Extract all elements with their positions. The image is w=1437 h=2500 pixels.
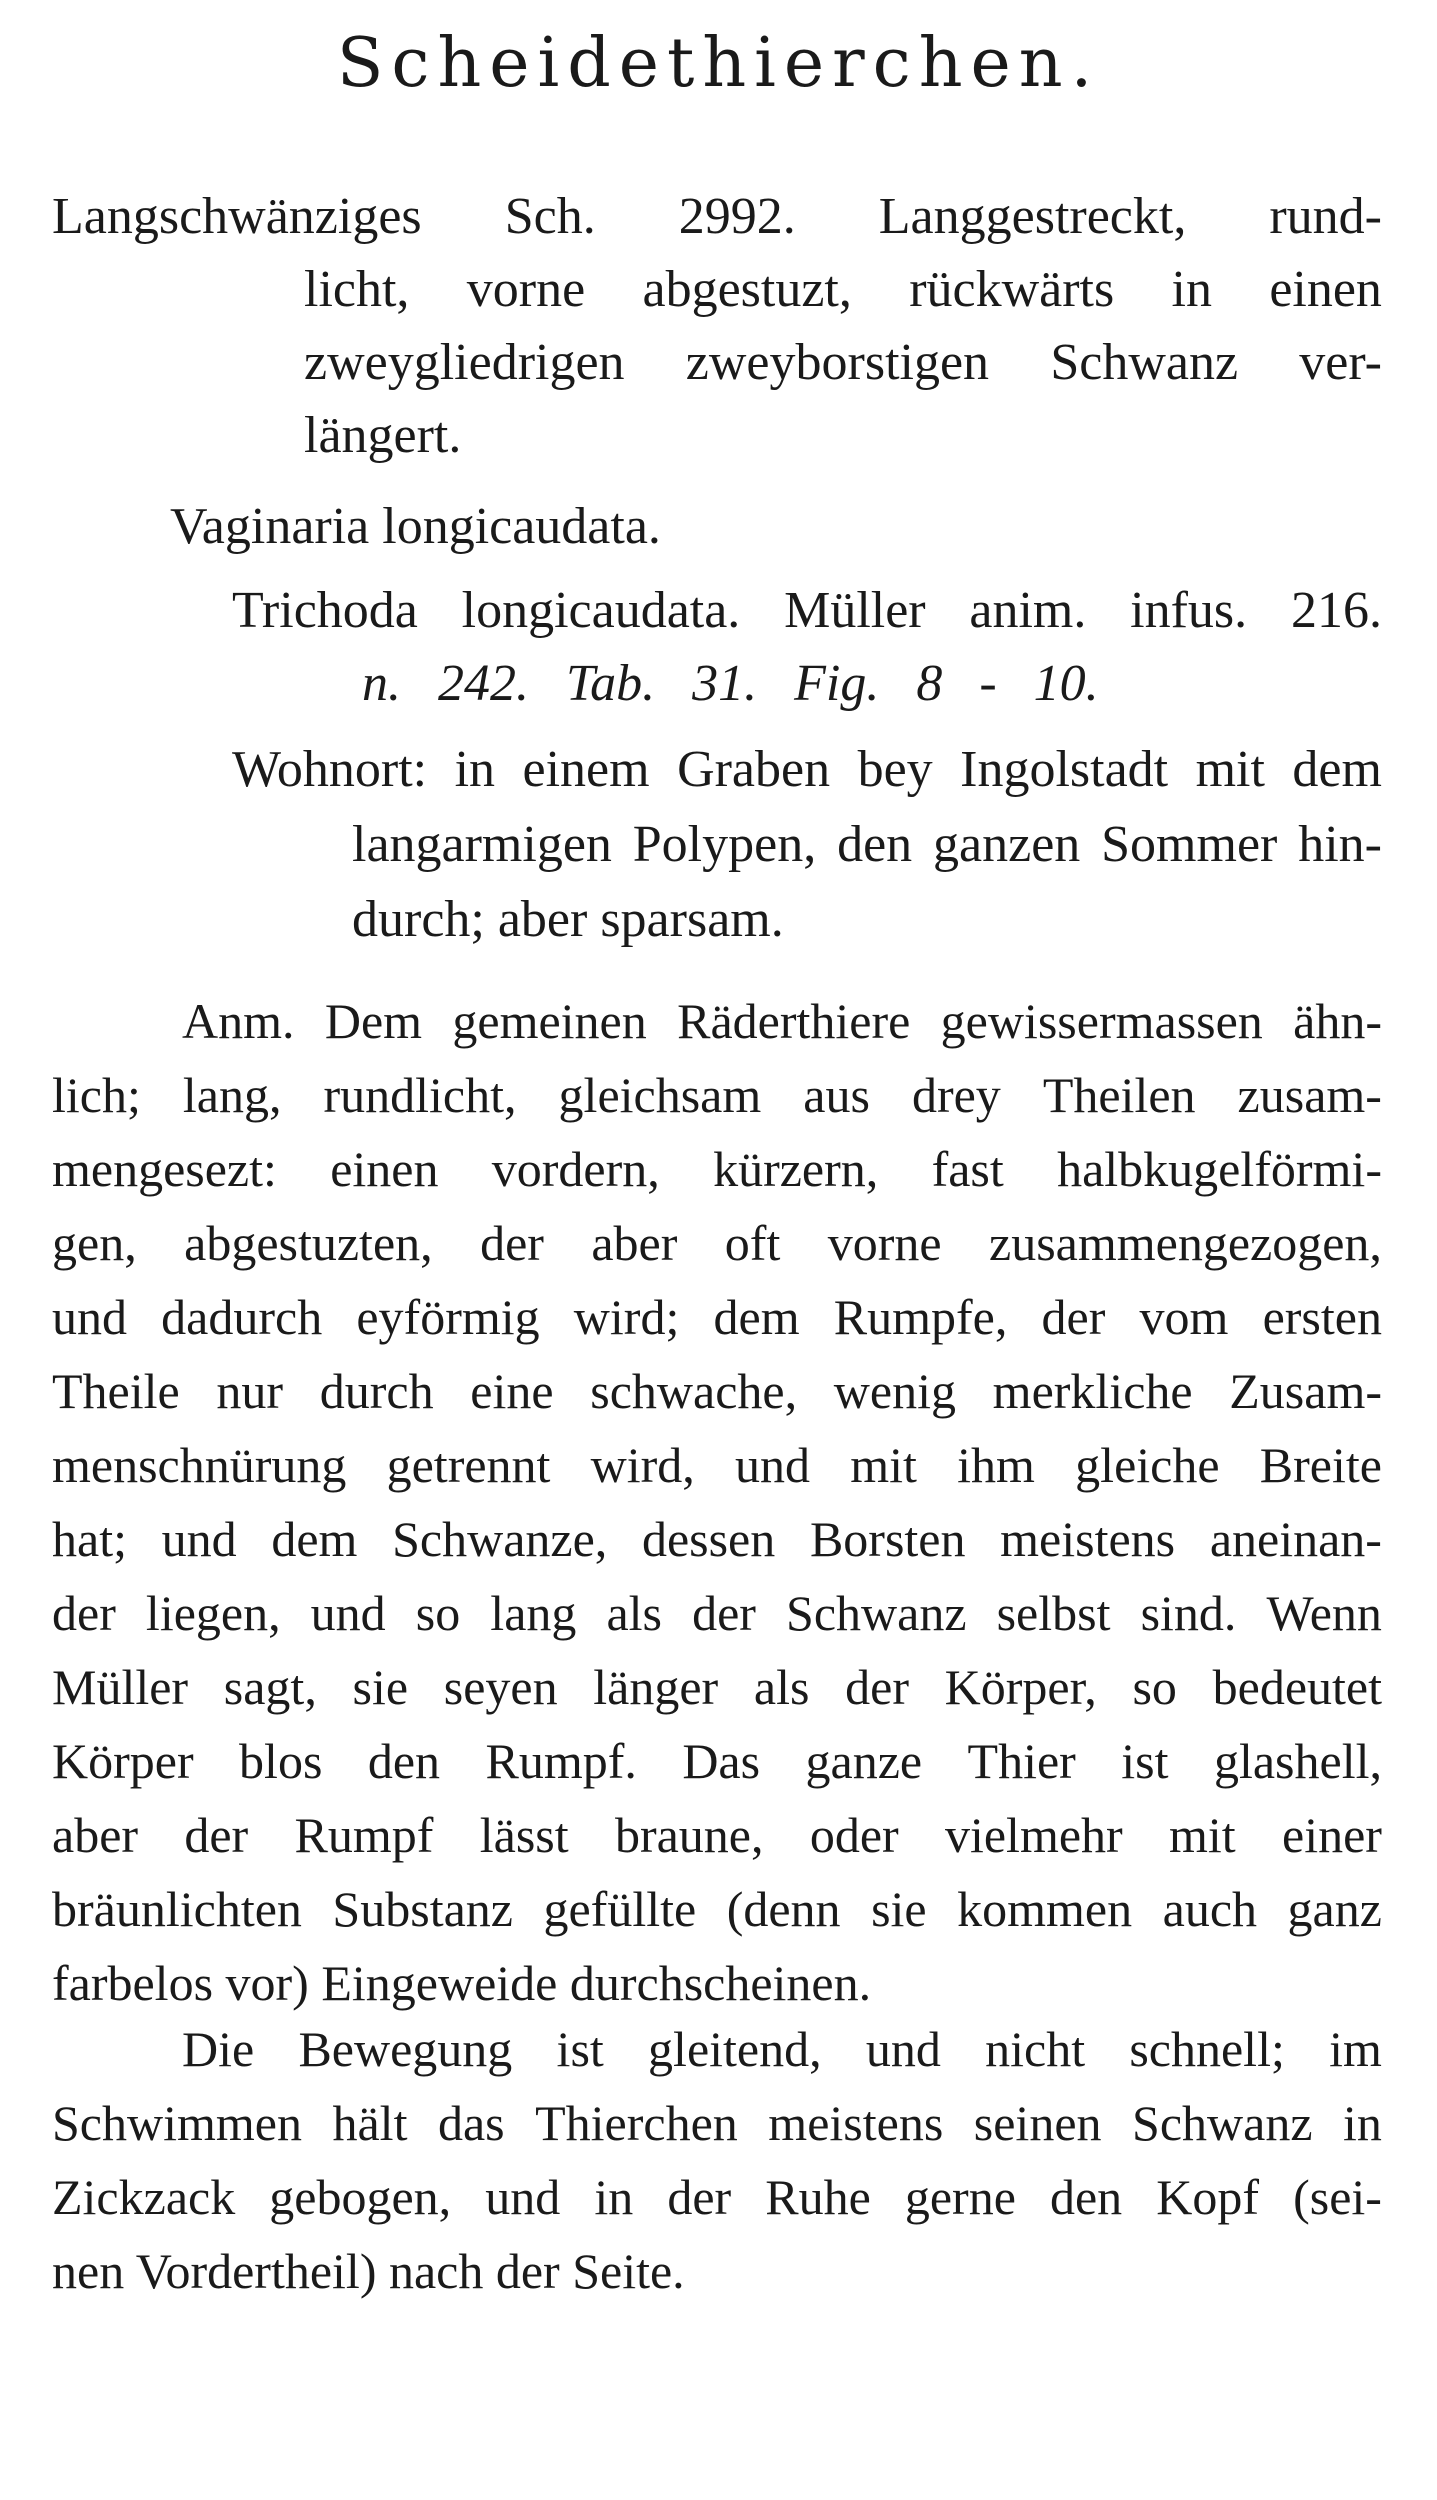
- word: gemeinen: [452, 993, 647, 1049]
- word: licht,: [304, 261, 410, 318]
- word: selbst: [996, 1585, 1111, 1641]
- word: Schwanz: [786, 1585, 967, 1641]
- word: Schwanze,: [392, 1511, 608, 1567]
- word: dadurch: [161, 1289, 323, 1345]
- synonym-line: n. 242. Tab. 31. Fig. 8 - 10.: [362, 655, 1099, 712]
- synonym-line: [232, 574, 1382, 647]
- word: Trichoda: [232, 582, 418, 639]
- word: Theilen: [1042, 1067, 1196, 1123]
- word: gen,: [52, 1215, 137, 1271]
- word: in: [594, 2169, 634, 2225]
- word: dem: [271, 1511, 358, 1567]
- word: im: [1329, 2021, 1382, 2077]
- word: einen: [1269, 261, 1382, 318]
- word: und: [161, 1511, 237, 1567]
- word: den: [367, 1733, 441, 1789]
- word: und: [735, 1437, 811, 1493]
- word: ist: [556, 2021, 604, 2077]
- word: braune,: [614, 1807, 764, 1863]
- species-entry: [52, 180, 1382, 472]
- word: getrennt: [386, 1437, 551, 1493]
- page-heading: Scheidethierchen.: [336, 24, 1101, 103]
- word: rund-: [1269, 188, 1382, 245]
- word: hat;: [52, 1511, 127, 1567]
- word: so: [1132, 1659, 1177, 1715]
- word: eyförmig: [356, 1289, 540, 1345]
- word: in: [454, 741, 496, 798]
- word: Schwanz: [1050, 334, 1239, 391]
- word: gefüllte: [543, 1881, 697, 1937]
- word: der: [52, 1585, 116, 1641]
- word: der: [480, 1215, 544, 1271]
- word: ihm: [957, 1437, 1035, 1493]
- word: der: [845, 1659, 909, 1715]
- word: den: [1049, 2169, 1123, 2225]
- word: Ingolstadt: [960, 741, 1169, 798]
- word: infus.: [1130, 582, 1248, 639]
- word: rundlicht,: [323, 1067, 517, 1123]
- habitat-section: [232, 732, 1382, 957]
- word: blos: [239, 1733, 323, 1789]
- word: vorne: [827, 1215, 942, 1271]
- word: aber: [591, 1215, 678, 1271]
- word: sind.: [1140, 1585, 1237, 1641]
- word: longicaudata.: [461, 582, 741, 639]
- word: Zusam-: [1229, 1363, 1382, 1419]
- motion-line: nen Vordertheil) nach der Seite.: [52, 2243, 685, 2299]
- word: kommen: [957, 1881, 1133, 1937]
- word: ist: [1121, 1733, 1169, 1789]
- note-line: [52, 1650, 1382, 1724]
- word: abgestuzt,: [642, 261, 852, 318]
- word: Bewegung: [298, 2021, 513, 2077]
- word: zusammengezogen,: [989, 1215, 1382, 1271]
- word: halbkugelförmi-: [1057, 1141, 1382, 1197]
- word: aus: [803, 1067, 870, 1123]
- word: Anm.: [182, 993, 295, 1049]
- word: länger: [593, 1659, 719, 1715]
- note-line: [52, 1132, 1382, 1206]
- word: nur: [216, 1363, 284, 1419]
- word: schnell;: [1129, 2021, 1285, 2077]
- word: glashell,: [1213, 1733, 1382, 1789]
- word: der: [184, 1807, 249, 1863]
- word: bey: [857, 741, 933, 798]
- word: Breite: [1259, 1437, 1382, 1493]
- note-line: [52, 1058, 1382, 1132]
- word: als: [606, 1585, 663, 1641]
- word: menschnürung: [52, 1437, 347, 1493]
- word: Das: [682, 1733, 761, 1789]
- word: Theile: [52, 1363, 180, 1419]
- word: lässt: [479, 1807, 569, 1863]
- word: schwache,: [590, 1363, 798, 1419]
- word: Ruhe: [765, 2169, 871, 2225]
- word: der: [692, 1585, 756, 1641]
- note-paragraph: [52, 984, 1382, 2020]
- word: gleitend,: [648, 2021, 822, 2077]
- word: Die: [182, 2021, 255, 2077]
- word: vielmehr: [944, 1807, 1123, 1863]
- word: Langgestreckt,: [878, 188, 1187, 245]
- word: mit: [1169, 1807, 1236, 1863]
- word: dem: [713, 1289, 800, 1345]
- word: Körper,: [944, 1659, 1097, 1715]
- word: hin-: [1298, 816, 1382, 873]
- word: mit: [850, 1437, 917, 1493]
- motion-paragraph: [52, 2012, 1382, 2308]
- word: lang,: [182, 1067, 282, 1123]
- word: Rumpf: [294, 1807, 434, 1863]
- word: ersten: [1262, 1289, 1382, 1345]
- word: und: [485, 2169, 561, 2225]
- word: vorne: [466, 261, 586, 318]
- word: Wohnort:: [232, 741, 428, 798]
- word: Räderthiere: [677, 993, 911, 1049]
- word: Thierchen: [535, 2095, 738, 2151]
- word: sagt,: [223, 1659, 317, 1715]
- word: hält: [332, 2095, 408, 2151]
- word: Borsten: [809, 1511, 966, 1567]
- note-line: [52, 1502, 1382, 1576]
- word: kürzern,: [713, 1141, 879, 1197]
- word: ganz: [1287, 1881, 1382, 1937]
- word: gerne: [904, 2169, 1016, 2225]
- word: Müller: [52, 1659, 189, 1715]
- word: 216.: [1290, 582, 1382, 639]
- word: das: [437, 2095, 505, 2151]
- word: Kopf: [1156, 2169, 1260, 2225]
- word: dessen: [641, 1511, 776, 1567]
- word: aber: [52, 1807, 139, 1863]
- word: Polypen,: [632, 816, 817, 873]
- word: wird,: [590, 1437, 695, 1493]
- motion-line: [52, 2160, 1382, 2234]
- word: so: [415, 1585, 461, 1641]
- word: den: [837, 816, 913, 873]
- word: auch: [1162, 1881, 1258, 1937]
- habitat-line: [232, 732, 1382, 807]
- note-line: farbelos vor) Eingeweide durchscheinen.: [52, 1955, 872, 2011]
- word: einer: [1282, 1807, 1382, 1863]
- word: oft: [724, 1215, 781, 1271]
- word: eine: [470, 1363, 554, 1419]
- entry-line: [52, 253, 1382, 326]
- word: (sei-: [1293, 2169, 1382, 2225]
- note-line: [52, 1280, 1382, 1354]
- word: Schwimmen: [52, 2095, 302, 2151]
- word: und: [865, 2021, 941, 2077]
- word: ähn-: [1293, 993, 1382, 1049]
- word: (denn: [726, 1881, 841, 1937]
- word: Zickzack: [52, 2169, 236, 2225]
- word: aneinan-: [1209, 1511, 1382, 1567]
- word: dem: [1292, 741, 1382, 798]
- word: gleiche: [1075, 1437, 1220, 1493]
- word: liegen,: [145, 1585, 281, 1641]
- word: Schwanz: [1132, 2095, 1313, 2151]
- word: bräunlichten: [52, 1881, 302, 1937]
- word: in: [1171, 261, 1212, 318]
- word: sie: [352, 1659, 409, 1715]
- word: durch: [319, 1363, 434, 1419]
- note-line: [52, 1354, 1382, 1428]
- word: der: [1041, 1289, 1106, 1345]
- word: vom: [1139, 1289, 1229, 1345]
- word: seinen: [973, 2095, 1102, 2151]
- word: Dem: [324, 993, 423, 1049]
- word: Körper: [52, 1733, 194, 1789]
- word: langarmigen: [352, 816, 612, 873]
- word: drey: [911, 1067, 1001, 1123]
- word: Sommer: [1101, 816, 1278, 873]
- word: bedeutet: [1212, 1659, 1382, 1715]
- entry-line: [52, 180, 1382, 253]
- word: ganze: [805, 1733, 923, 1789]
- entry-line: [52, 326, 1382, 399]
- word: gleichsam: [558, 1067, 762, 1123]
- word: Müller: [784, 582, 926, 639]
- word: zusam-: [1237, 1067, 1382, 1123]
- word: 2992.: [678, 188, 796, 245]
- word: Langschwänziges: [52, 188, 422, 245]
- note-line: [52, 1428, 1382, 1502]
- scientific-name: Vaginaria longicaudata.: [170, 498, 661, 555]
- word: Rumpf.: [485, 1733, 637, 1789]
- word: Graben: [677, 741, 831, 798]
- word: mit: [1195, 741, 1265, 798]
- note-line: [52, 1724, 1382, 1798]
- habitat-line: [232, 807, 1382, 882]
- word: als: [753, 1659, 810, 1715]
- word: gebogen,: [269, 2169, 452, 2225]
- word: merkliche: [992, 1363, 1193, 1419]
- word: oder: [809, 1807, 899, 1863]
- word: gewissermassen: [940, 993, 1263, 1049]
- word: abgestuzten,: [184, 1215, 433, 1271]
- word: wird;: [573, 1289, 680, 1345]
- word: zweygliedrigen: [304, 334, 625, 391]
- word: der: [667, 2169, 732, 2225]
- note-line: [52, 984, 1382, 1058]
- word: ganzen: [933, 816, 1081, 873]
- word: zweyborstigen: [685, 334, 990, 391]
- word: Rumpfe,: [833, 1289, 1008, 1345]
- word: vordern,: [491, 1141, 660, 1197]
- word: Thier: [967, 1733, 1076, 1789]
- word: meistens: [1000, 1511, 1176, 1567]
- word: nicht: [985, 2021, 1086, 2077]
- word: fast: [931, 1141, 1004, 1197]
- word: mengesezt:: [52, 1141, 277, 1197]
- word: sie: [871, 1881, 927, 1937]
- motion-line: [52, 2012, 1382, 2086]
- word: Sch.: [504, 188, 596, 245]
- word: Wenn: [1266, 1585, 1382, 1641]
- entry-line: längert.: [304, 407, 462, 464]
- word: lang: [490, 1585, 577, 1641]
- motion-line: [52, 2086, 1382, 2160]
- word: wenig: [833, 1363, 956, 1419]
- word: lich;: [52, 1067, 141, 1123]
- synonym-reference: [232, 574, 1382, 720]
- note-line: [52, 1798, 1382, 1872]
- word: meistens: [768, 2095, 944, 2151]
- habitat-line: durch; aber sparsam.: [352, 891, 784, 948]
- word: Substanz: [332, 1881, 513, 1937]
- word: und: [310, 1585, 386, 1641]
- word: in: [1343, 2095, 1382, 2151]
- note-line: [52, 1206, 1382, 1280]
- word: einen: [330, 1141, 439, 1197]
- note-line: [52, 1576, 1382, 1650]
- note-line: [52, 1872, 1382, 1946]
- word: einem: [522, 741, 650, 798]
- word: anim.: [969, 582, 1087, 639]
- word: ver-: [1299, 334, 1382, 391]
- word: seyen: [443, 1659, 558, 1715]
- word: und: [52, 1289, 127, 1345]
- word: rückwärts: [909, 261, 1115, 318]
